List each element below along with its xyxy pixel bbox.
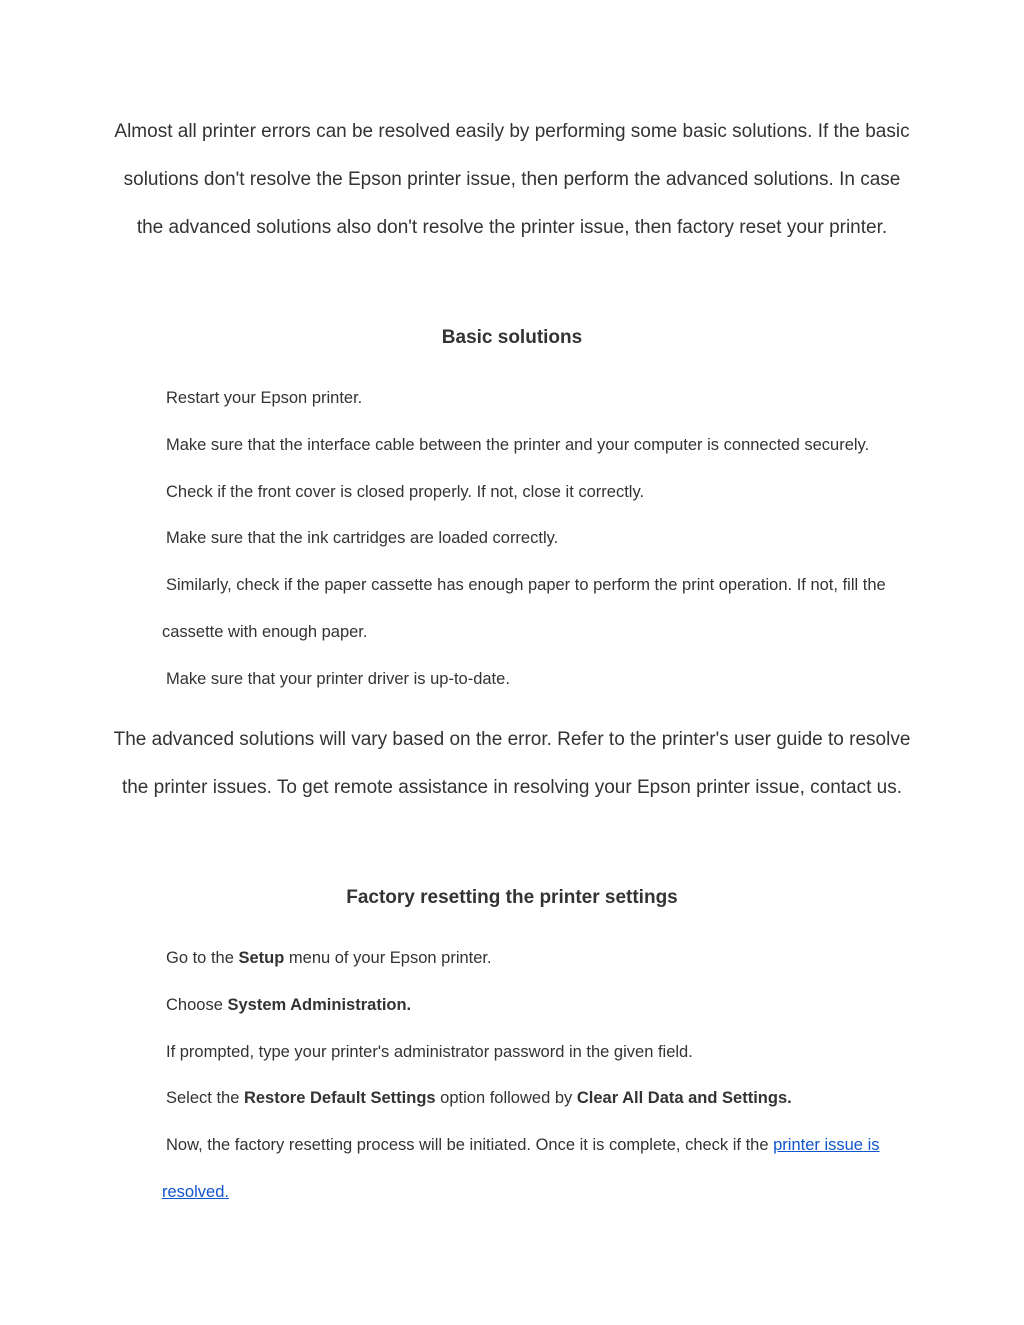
factory-reset-list	[162, 935, 922, 1216]
step-text: Now, the factory resetting process will be initiated. Once it is complete, check if the	[166, 1136, 774, 1155]
list-item	[162, 1122, 922, 1216]
list-item: Make sure that your printer driver is up-to-date.	[166, 669, 510, 688]
list-item	[162, 1075, 922, 1122]
list-item	[162, 935, 922, 982]
list-item: Make sure that the ink cartridges are loaded correctly.	[166, 529, 559, 548]
step-bold-text: Restore Default Settings	[243, 1089, 436, 1108]
factory-reset-heading: Factory resetting the printer settings	[346, 887, 678, 908]
advanced-paragraph: The advanced solutions will vary based on the error. Refer to the printer's user guide to resolve the printer issues. To get remote assistance in resolving your Epson printer issue, contact us.	[113, 729, 911, 798]
list-item	[162, 982, 922, 1029]
step-text: option followed by	[435, 1089, 577, 1108]
list-item: Similarly, check if the paper cassette has enough paper to perform the print operation. If not, fill the cassette with enough paper.	[162, 576, 886, 641]
step-text: Select the	[166, 1089, 244, 1108]
step-bold-text: Clear All Data and Settings.	[576, 1089, 792, 1108]
list-item: If prompted, type your printer's administrator password in the given field.	[166, 1042, 693, 1061]
step-text: Go to the	[166, 949, 239, 967]
step-bold-text: System Administration.	[227, 995, 412, 1014]
list-item: Restart your Epson printer.	[166, 389, 363, 407]
list-item: Check if the front cover is closed properly. If not, close it correctly.	[166, 482, 645, 501]
basic-solutions-list	[162, 375, 922, 703]
step-text: Choose	[166, 995, 228, 1014]
step-bold-text: Setup	[238, 949, 285, 967]
basic-solutions-heading: Basic solutions	[441, 327, 583, 348]
printer-issue-resolved-link[interactable]: printer issue is resolved.	[162, 1136, 880, 1201]
list-item: Make sure that the interface cable between the printer and your computer is connected securely.	[166, 435, 870, 454]
step-text: menu of your Epson printer.	[284, 949, 492, 967]
intro-paragraph: Almost all printer errors can be resolved easily by performing some basic solutions. If the basic solutions don't resolve the Epson printer issue, then perform the advanced solutions. In case the advanced solutions also don't resolve the printer issue, then factory reset your printer.	[114, 121, 910, 238]
